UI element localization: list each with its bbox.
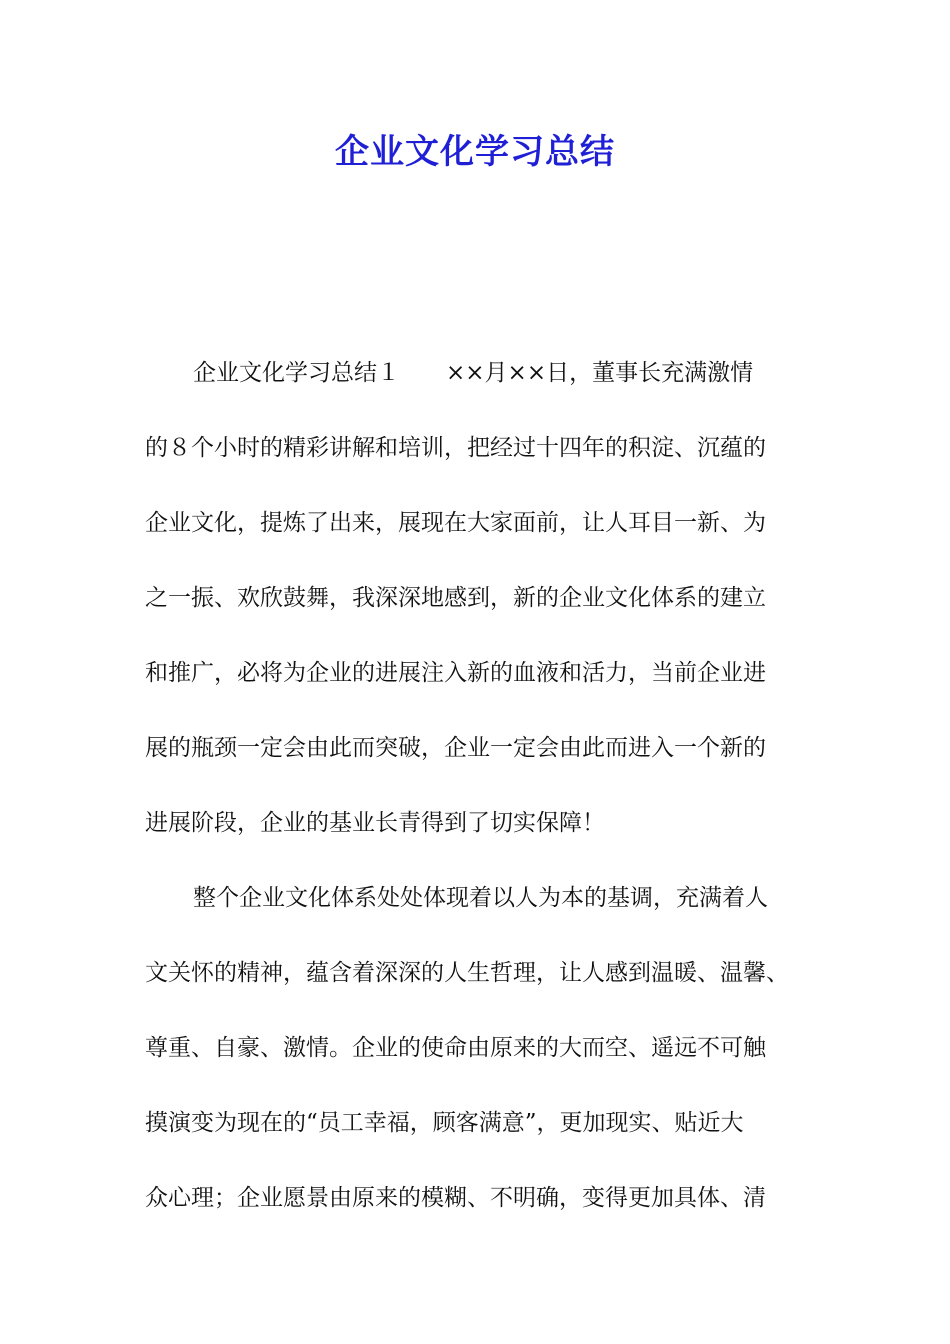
paragraph-1-line-4: 之一振、欢欣鼓舞，我深深地感到，新的企业文化体系的建立 (145, 585, 766, 611)
paragraph-1-line-2: 的８个小时的精彩讲解和培训，把经过十四年的积淀、沉蕴的 (145, 435, 766, 461)
paragraph-2-line-4: 摸演变为现在的“员工幸福，顾客满意”，更加现实、贴近大 (145, 1110, 744, 1136)
paragraph-2-line-3: 尊重、自豪、激情。企业的使命由原来的大而空、遥远不可触 (145, 1035, 766, 1061)
document-body (145, 336, 825, 1236)
paragraph-2-line-2: 文关怀的精神，蕴含着深深的人生哲理，让人感到温暖、温馨、 (145, 960, 789, 986)
paragraph-1-line-7: 进展阶段，企业的基业长青得到了切实保障！ (145, 810, 605, 836)
page-title: 企业文化学习总结 (335, 132, 615, 172)
paragraph-2-line-1: 整个企业文化体系处处体现着以人为本的基调，充满着人 (193, 885, 768, 911)
paragraph-2-line-5: 众心理；企业愿景由原来的模糊、不明确，变得更加具体、清 (145, 1185, 766, 1211)
paragraph-1-line-6: 展的瓶颈一定会由此而突破，企业一定会由此而进入一个新的 (145, 735, 766, 761)
paragraph-1-line-1: 企业文化学习总结１ ××月××日，董事长充满激情 (193, 360, 754, 386)
paragraph-1-line-3: 企业文化，提炼了出来，展现在大家面前，让人耳目一新、为 (145, 510, 766, 536)
paragraph-1-line-5: 和推广，必将为企业的进展注入新的血液和活力，当前企业进 (145, 660, 766, 686)
